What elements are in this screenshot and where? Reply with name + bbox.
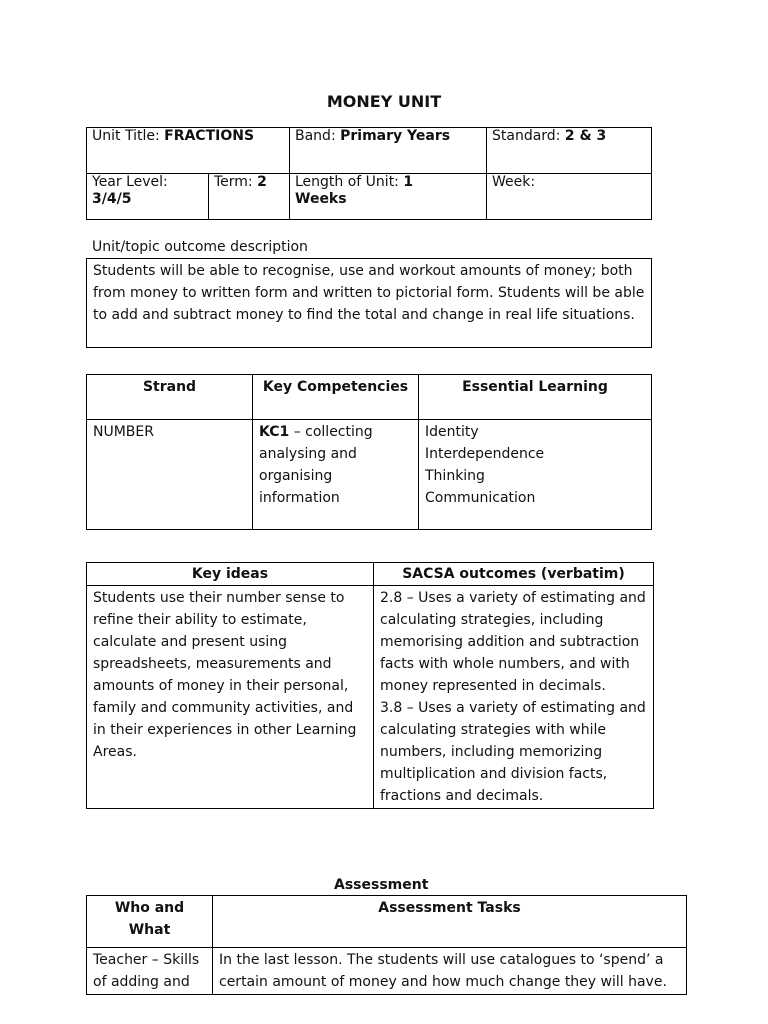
- length-value: 1: [403, 174, 414, 190]
- list-item: Thinking: [425, 468, 485, 484]
- band-value: Primary Years: [340, 128, 451, 144]
- unit-title-cell: Unit Title: FRACTIONS: [87, 128, 290, 174]
- strand-header: Strand: [87, 375, 253, 420]
- sacsa-outcome-2: 3.8 – Uses a variety of estimating and calculating strategies with while numbers, including memorizing multiplication and division facts, fractions and decimals.: [380, 700, 646, 804]
- assessment-label: Assessment: [334, 877, 429, 893]
- band-cell: Band: Primary Years: [290, 128, 487, 174]
- who-and-what-value: Teacher – Skills of adding and: [87, 948, 213, 995]
- term-cell: Term: 2: [209, 174, 290, 220]
- sacsa-outcome-1: 2.8 – Uses a variety of estimating and calculating strategies, including memorising addition and subtraction facts with whole numbers, and with money represented in decimals.: [380, 590, 646, 694]
- unit-title-value: FRACTIONS: [164, 128, 255, 144]
- list-item: Communication: [425, 490, 536, 506]
- document-title: MONEY UNIT: [326, 92, 442, 111]
- standard-value: 2 & 3: [564, 128, 607, 144]
- list-item: Interdependence: [425, 446, 545, 462]
- sacsa-outcomes: [374, 586, 654, 809]
- standard-cell: Standard: 2 & 3: [487, 128, 652, 174]
- key-competencies-value: KC1 – collecting analysing and organising information: [253, 420, 419, 530]
- week-cell: Week:: [487, 174, 652, 220]
- essential-learning-list: [419, 420, 652, 530]
- unit-info-table: [86, 127, 652, 220]
- length-unit: Weeks: [295, 191, 347, 207]
- essential-learning-header: Essential Learning: [419, 375, 652, 420]
- sacsa-header: SACSA outcomes (verbatim): [374, 563, 654, 586]
- year-level-value: 3/4/5: [92, 191, 132, 207]
- term-value: 2: [257, 174, 267, 190]
- outcome-label: Unit/topic outcome description: [92, 239, 308, 255]
- key-ideas-text: Students use their number sense to refine their ability to estimate, calculate and present using spreadsheets, measurements and amounts of money in their personal, family and community activities, and in their experiences in other Learning Areas.: [87, 586, 374, 809]
- key-ideas-table: [86, 562, 654, 809]
- assessment-table: [86, 895, 687, 995]
- year-level-cell: Year Level: 3/4/5: [87, 174, 209, 220]
- length-cell: Length of Unit: 1 Weeks: [290, 174, 487, 220]
- outcome-text: Students will be able to recognise, use and workout amounts of money; both from money to written form and written to pictorial form. Students will be able to add and subtract money to find the total and change in real life situations.: [87, 259, 652, 348]
- key-ideas-header: Key ideas: [87, 563, 374, 586]
- list-item: Identity: [425, 424, 479, 440]
- outcome-table: [86, 258, 652, 348]
- key-competencies-header: Key Competencies: [253, 375, 419, 420]
- strand-table: [86, 374, 652, 530]
- strand-value: NUMBER: [87, 420, 253, 530]
- assessment-tasks-header: Assessment Tasks: [213, 896, 687, 948]
- assessment-task-value: In the last lesson. The students will use catalogues to ‘spend’ a certain amount of money and how much change they will have.: [213, 948, 687, 995]
- who-and-what-header: Who and What: [87, 896, 213, 948]
